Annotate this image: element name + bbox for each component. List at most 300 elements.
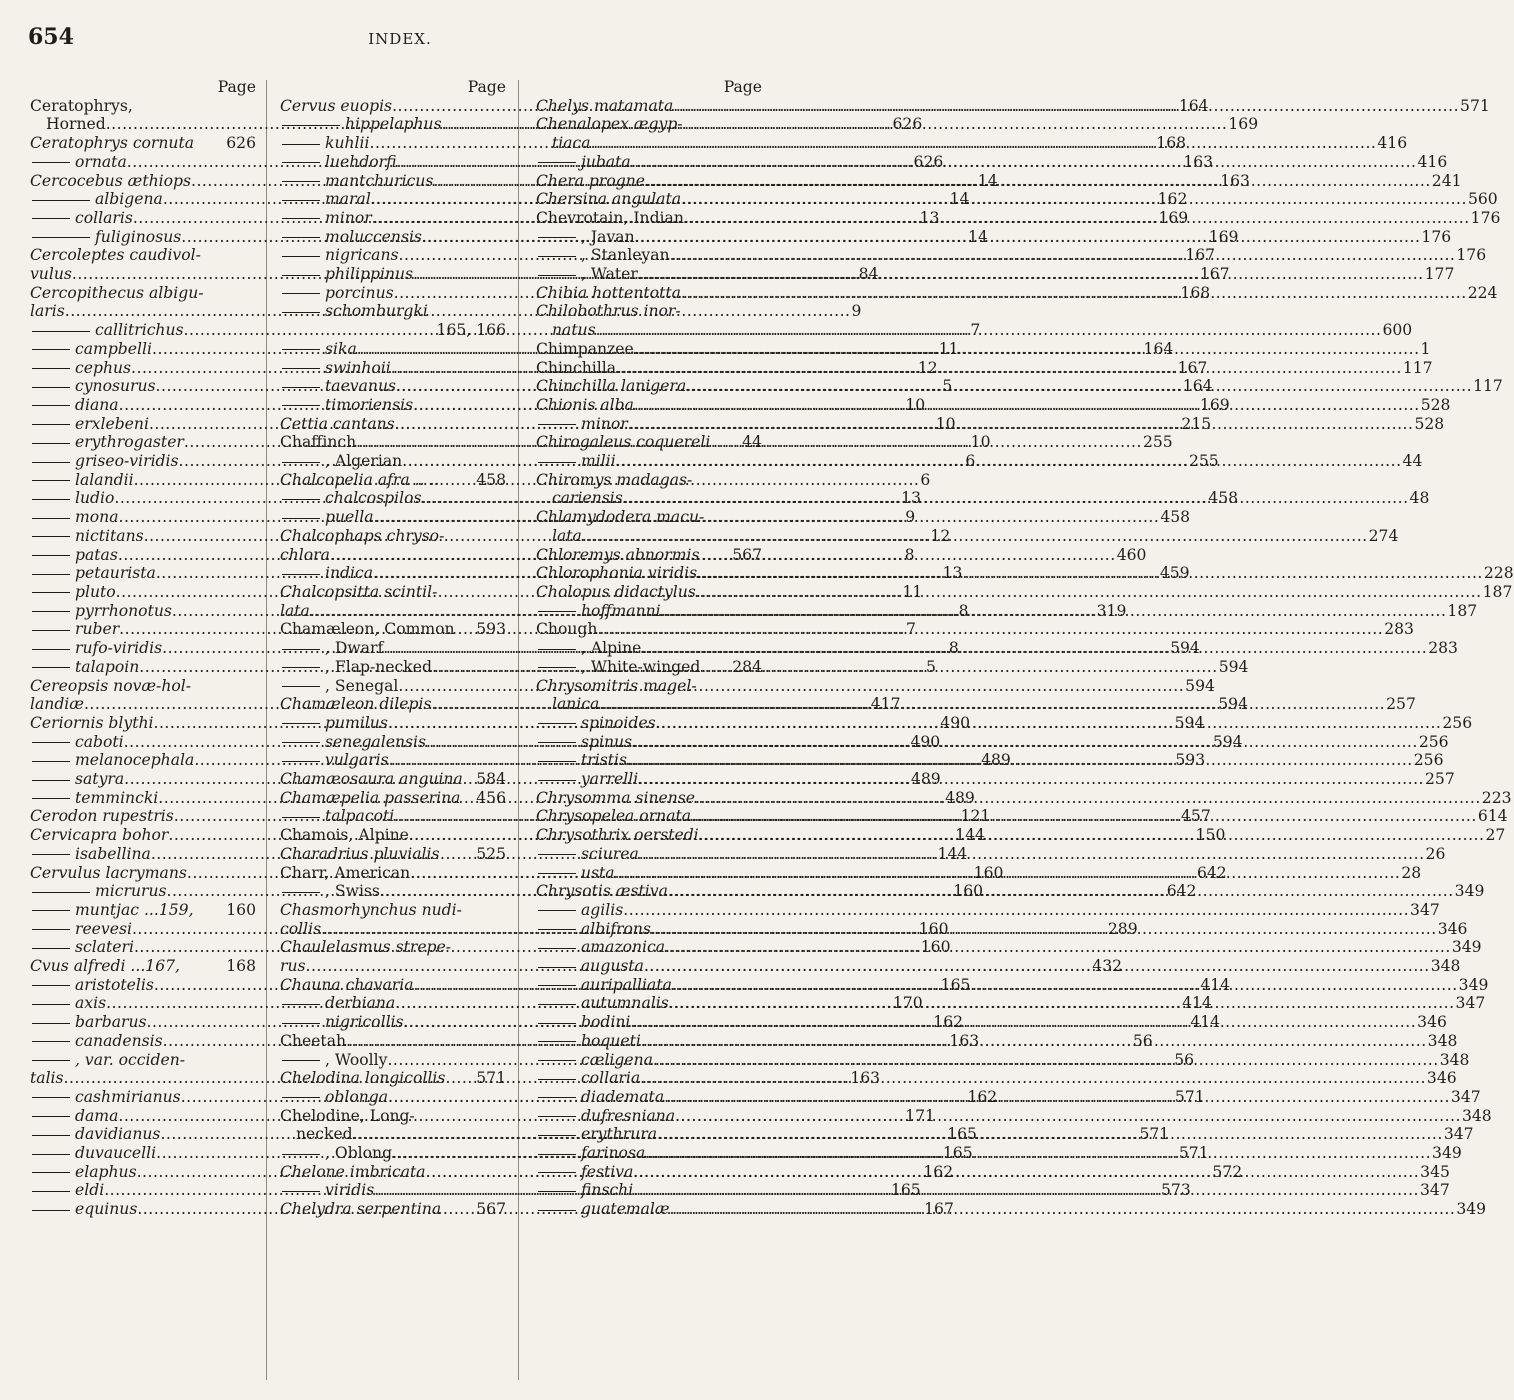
entry-text: Chelone imbricata (280, 1162, 426, 1181)
ditto-dash (538, 910, 576, 911)
entry-text: , Swiss (325, 882, 380, 901)
entry-term (30, 359, 131, 378)
entry-text: aristotelis (75, 975, 154, 994)
ditto-dash (32, 1135, 70, 1136)
entry-text: cephus (75, 358, 132, 377)
entry-text: albifrons (581, 919, 651, 938)
entry-text: Cereopsis novæ-hol- (30, 676, 192, 695)
entry-term (280, 265, 413, 284)
entry-page-number: 224 (1467, 283, 1498, 302)
entry-page-number: 187 (1482, 582, 1513, 601)
entry-term (536, 1163, 633, 1182)
entry-text: rufo-viridis (75, 639, 163, 658)
entry-term (536, 677, 697, 695)
leader-dots (635, 228, 1421, 247)
ditto-dash (32, 1116, 70, 1117)
leader-dots (616, 359, 1402, 378)
entry-page-number: 164 (1182, 377, 1213, 396)
entry-text: temmincki (75, 788, 159, 807)
entry-text: duvaucelli (75, 1144, 157, 1163)
leader-dots (668, 882, 1454, 901)
index-entry (280, 1200, 506, 1219)
entry-term (280, 1107, 415, 1125)
entry-text: taevanus (325, 377, 396, 396)
entry-page-number: 5 (926, 657, 936, 676)
entry-text: Chrysomitris magel- (536, 676, 697, 695)
ditto-dash (282, 499, 320, 500)
entry-term (280, 677, 398, 696)
ditto-dash (538, 723, 576, 724)
entry-term (280, 1181, 374, 1200)
entry-page-number: 13 (901, 489, 922, 508)
entry-page-number: 283 (1428, 639, 1458, 658)
ditto-dash (538, 162, 576, 163)
entry-term (280, 452, 402, 471)
index-entry (280, 1107, 506, 1126)
entry-text: griseo-viridis (75, 452, 179, 471)
entry-text: bodini (581, 1013, 631, 1032)
ditto-dash (282, 723, 320, 724)
entry-term (536, 1144, 645, 1163)
entry-term (30, 246, 201, 264)
entry-text: Chamæleon, Common (280, 620, 455, 639)
entry-text: Cercoleptes caudivol- (30, 246, 201, 265)
entry-page-number: 489 (981, 751, 1011, 770)
entry-text: barbarus (75, 1013, 147, 1032)
entry-page-number: 7 (970, 321, 981, 340)
entry-term (536, 1032, 641, 1051)
entry-text: mantchuricus (325, 171, 434, 190)
ditto-dash (32, 162, 70, 163)
entry-term (280, 751, 389, 770)
ditto-dash (282, 368, 320, 369)
entry-term (536, 1107, 675, 1126)
leader-dots (669, 994, 1455, 1013)
entry-page-number: 168 (1156, 134, 1187, 153)
entry-text: Ceratophrys cornuta (30, 134, 195, 153)
entry-term (552, 489, 623, 508)
entry-text: spinoides (581, 713, 656, 732)
entry-term (536, 882, 668, 901)
entry-page-number: 10 (905, 395, 926, 414)
entry-term (536, 920, 651, 939)
leader-dots (653, 1051, 1439, 1070)
entry-text: Chloremys abnormis (536, 545, 700, 564)
leader-dots (638, 770, 1424, 789)
entry-text: philippinus (325, 265, 414, 284)
ditto-dash (538, 780, 576, 781)
ditto-dash (32, 761, 70, 762)
entry-text: micrurus (95, 882, 167, 901)
entry-page-number: 10 (970, 433, 991, 452)
entry-page-number: 348 (1430, 957, 1461, 976)
ditto-dash (538, 1154, 576, 1155)
entry-term (280, 845, 440, 864)
entry-term (30, 415, 149, 434)
entry-term (280, 508, 374, 527)
entry-text: pumilus (325, 713, 388, 732)
entry-text: Chrysomma sinense (536, 788, 695, 807)
entry-term (280, 359, 391, 378)
entry-text: reevesi (75, 919, 132, 938)
entry-text: axis (75, 994, 107, 1013)
ditto-dash (282, 518, 320, 519)
entry-text: muntjac ...159, (75, 900, 194, 919)
entry-text: Chough (536, 620, 598, 639)
entry-text: Chrysothrix oerstedi (536, 826, 699, 845)
entry-term (280, 489, 422, 508)
entry-page-number: 584 (476, 770, 506, 789)
entry-term (30, 602, 172, 621)
entry-page-number: 416 (1377, 134, 1408, 153)
entry-term (280, 789, 460, 808)
entry-term (30, 1069, 64, 1088)
leader-dots (664, 1088, 1450, 1107)
ditto-dash (32, 854, 70, 855)
ditto-dash (282, 349, 320, 350)
ditto-dash (32, 1023, 70, 1024)
entry-term (30, 714, 154, 733)
entry-text: festiva (581, 1162, 634, 1181)
ditto-dash (282, 462, 320, 463)
entry-term (280, 396, 413, 415)
entry-text: Chelodine, Long- (280, 1106, 415, 1125)
ditto-dash (32, 424, 70, 425)
entry-term (536, 938, 665, 957)
ditto-dash (32, 200, 90, 201)
ditto-dash (538, 1004, 576, 1005)
entry-page-number: 414 (1190, 1013, 1221, 1032)
entry-text: hoffmanni (581, 601, 661, 620)
entry-text: boqueti (581, 1031, 641, 1050)
entry-page-number: 600 (1382, 321, 1413, 340)
entry-term (30, 639, 162, 658)
entry-term (30, 882, 167, 901)
entry-text: dufresniana (581, 1106, 676, 1125)
leader-dots (134, 471, 920, 490)
ditto-dash (282, 405, 320, 406)
leader-dots (599, 695, 1385, 714)
entry-text: Chevrotain, Indian (536, 208, 684, 227)
entry-term (280, 115, 442, 134)
entry-text: oblonga (325, 1087, 389, 1106)
entry-term (30, 864, 187, 883)
entry-page-number: 241 (1431, 171, 1462, 190)
entry-term (280, 1088, 388, 1107)
entry-text: Horned (46, 115, 106, 134)
ditto-dash (538, 967, 576, 968)
entry-term (280, 901, 462, 919)
entry-text: Cheetah (280, 1031, 347, 1050)
entry-text: maral (325, 190, 371, 209)
entry-term (536, 228, 635, 247)
entry-text: Chelydra serpentina (280, 1200, 442, 1219)
entry-text: collaris (75, 208, 133, 227)
ditto-dash (282, 125, 340, 126)
ditto-dash (282, 312, 320, 313)
entry-term (536, 751, 627, 770)
entry-page-number: 164 (1143, 339, 1174, 358)
leader-dots (681, 190, 1467, 209)
entry-term (536, 583, 696, 602)
entry-text: fuliginosus (95, 227, 182, 246)
ditto-dash (538, 1023, 576, 1024)
entry-term (280, 920, 321, 939)
page-column-header: Page (723, 78, 762, 96)
entry-term (30, 134, 194, 153)
entry-text: timoriensis (325, 395, 414, 414)
leader-dots (623, 901, 1409, 920)
entry-text: swinhoii (325, 358, 391, 377)
entry-text: jubata (581, 152, 631, 171)
entry-page-number: 27 (1485, 826, 1506, 845)
entry-page-number: 347 (1455, 994, 1486, 1013)
entry-text: Chelys matamata (536, 96, 674, 115)
entry-text: sciurea (581, 844, 639, 863)
leader-dots (633, 1181, 1419, 1200)
ditto-dash (538, 667, 576, 668)
entry-term (30, 901, 194, 920)
entry-page-number: 349 (1454, 882, 1485, 901)
leader-dots (634, 340, 1420, 359)
entry-text: kuhlii (325, 134, 370, 153)
entry-page-number: 571 (1139, 1125, 1170, 1144)
entry-term (30, 751, 194, 770)
entry-page-number: 26 (1425, 844, 1446, 863)
entry-text: finschi (581, 1181, 634, 1200)
ditto-dash (32, 218, 70, 219)
entry-term (30, 1125, 160, 1144)
entry-term (30, 658, 139, 677)
entry-page-number: 176 (1470, 208, 1501, 227)
entry-text: Chaulelasmus strepe- (280, 938, 452, 957)
entry-page-number: 14 (968, 227, 988, 246)
entry-page-number: 349 (1451, 938, 1482, 957)
entry-page-number: 594 (1218, 695, 1249, 714)
entry-page-number: 257 (1386, 695, 1416, 714)
entry-page-number: 176 (1456, 246, 1487, 265)
entry-page-number: 458 (476, 470, 506, 489)
entry-term (280, 714, 388, 733)
entry-term (536, 639, 641, 658)
entry-text: dama (75, 1106, 119, 1125)
entry-text: talpacoti (325, 807, 395, 826)
entry-term (280, 639, 383, 658)
entry-page-number: 567 (476, 1200, 506, 1219)
entry-term (30, 471, 134, 490)
ditto-dash (32, 443, 70, 444)
entry-page-number: 642 (1196, 863, 1227, 882)
entry-page-number: 6 (965, 452, 976, 471)
entry-page-number: 571 (476, 1069, 506, 1088)
entry-text: sclateri (75, 938, 134, 957)
entry-term (536, 433, 710, 452)
entry-term (280, 377, 396, 396)
entry-text: Chlorophonia viridis (536, 564, 698, 583)
entry-term (280, 190, 371, 209)
entry-text: cynosurus (75, 377, 156, 396)
index-entry (280, 471, 506, 490)
entry-text: luehdorfi (325, 152, 397, 171)
index-entry (280, 789, 506, 808)
entry-page-number: 289 (1107, 919, 1138, 938)
entry-term (536, 415, 628, 434)
leader-dots (615, 864, 1401, 883)
leader-dots (631, 153, 1417, 172)
ditto-dash (538, 462, 576, 463)
entry-term (30, 321, 184, 340)
entry-term (536, 340, 634, 359)
entry-text: minor (325, 208, 372, 227)
index-entry (30, 677, 256, 696)
entry-page-number: 458 (1208, 489, 1239, 508)
ditto-dash (282, 275, 320, 276)
entry-text: ludio (75, 489, 115, 508)
entry-page-number: 567 (732, 545, 762, 564)
entry-term (536, 1051, 653, 1070)
entry-page-number: 490 (910, 732, 941, 751)
entry-page-number: 347 (1450, 1087, 1481, 1106)
entry-term (280, 695, 431, 714)
entry-term (280, 433, 356, 452)
entry-page-number: 571 (1174, 1087, 1205, 1106)
entry-term (30, 396, 119, 415)
entry-text: cashmirianus (75, 1087, 181, 1106)
ditto-dash (282, 1023, 320, 1024)
index-entry (536, 900, 1440, 920)
entry-page-number: 13 (942, 564, 963, 583)
ditto-dash (32, 405, 70, 406)
ditto-dash (538, 1060, 576, 1061)
ditto-dash (32, 649, 70, 650)
entry-page-number: 144 (955, 826, 985, 845)
entry-term (30, 1013, 147, 1032)
entry-text: , Alpine (581, 639, 642, 658)
entry-text: diademata (581, 1087, 665, 1106)
entry-term (536, 620, 597, 639)
leader-dots (639, 845, 1425, 864)
leader-dots (630, 1013, 1416, 1032)
entry-page-number: 349 (1432, 1144, 1462, 1163)
ditto-dash (282, 1004, 320, 1005)
entry-text: Cvus alfredi ...167, (30, 957, 180, 976)
entry-term (296, 1125, 353, 1144)
ditto-dash (282, 387, 320, 388)
index-entry (536, 433, 762, 452)
leader-dots (697, 564, 1483, 583)
entry-text: , Senegal (325, 676, 399, 695)
entry-text: pluto (75, 582, 116, 601)
entry-term (280, 172, 433, 191)
entry-text: Cervus euopis (280, 96, 393, 115)
entry-page-number: 168 (226, 957, 256, 976)
ditto-dash (538, 948, 576, 949)
leader-dots (695, 789, 1481, 808)
index-entry (280, 1069, 506, 1088)
entry-text: Chamæosaura anguina (280, 770, 463, 789)
entry-text: Chinchilla (536, 358, 617, 377)
leader-dots (670, 246, 1456, 265)
entry-text: cæligena (581, 1050, 653, 1069)
entry-text: albigena (95, 190, 163, 209)
entry-page-number: 228 (1483, 564, 1514, 583)
entry-page-number: 614 (1477, 807, 1508, 826)
leader-dots (582, 527, 1368, 546)
entry-page-number: 168 (1180, 283, 1211, 302)
index-entry (280, 845, 506, 864)
entry-term (30, 97, 133, 115)
entry-page-number: 163 (1220, 171, 1250, 190)
entry-text: campbelli (75, 339, 152, 358)
entry-page-number: 349 (1458, 975, 1489, 994)
ditto-dash (538, 873, 576, 874)
entry-page-number: 9 (851, 302, 862, 321)
index-entry (536, 620, 1414, 639)
entry-text: porcinus (325, 283, 394, 302)
entry-text: lata (552, 526, 582, 545)
ditto-dash (32, 1041, 70, 1042)
entry-term (536, 265, 638, 284)
entry-page-number: 9 (905, 508, 916, 527)
entry-term (30, 284, 204, 302)
entry-page-number: 84 (858, 265, 879, 284)
entry-text: nigricollis (325, 1013, 404, 1032)
entry-term (30, 265, 72, 284)
entry-text: ruber (75, 620, 120, 639)
leader-dots (641, 1032, 1427, 1051)
index-entry (536, 302, 762, 321)
ditto-dash (538, 1191, 576, 1192)
entry-text: yarrelli (581, 770, 639, 789)
index-entry (280, 770, 506, 789)
leader-dots (670, 1200, 1456, 1219)
entry-text: usta (581, 863, 615, 882)
ditto-dash (32, 630, 70, 631)
entry-page-number: 256 (1442, 713, 1473, 732)
entry-page-number: 165 (947, 1125, 977, 1144)
entry-term (536, 1013, 630, 1032)
entry-term (536, 826, 699, 845)
leader-dots (616, 452, 1402, 471)
entry-term (30, 452, 179, 471)
entry-term (536, 864, 615, 883)
leader-dots (628, 415, 1414, 434)
entry-term (280, 97, 392, 116)
page-column-header: Page (467, 78, 506, 96)
entry-page-number: 416 (1417, 152, 1448, 171)
entry-term (30, 1200, 137, 1219)
entry-page-number: 160 (953, 882, 984, 901)
entry-page-number: 165 (942, 1144, 973, 1163)
index-entry (536, 471, 762, 490)
entry-text: nictitans (75, 526, 144, 545)
entry-term (536, 302, 681, 320)
entry-page-number: 457 (1181, 807, 1211, 826)
entry-text: Chauna chavaria (280, 975, 414, 994)
entry-page-number: 12 (930, 526, 951, 545)
entry-term (536, 845, 639, 864)
entry-term (280, 1144, 392, 1163)
ditto-dash (32, 929, 70, 930)
entry-page-number: 347 (1443, 1125, 1474, 1144)
ditto-dash (282, 817, 320, 818)
entry-term (30, 807, 174, 826)
entry-page-number: 14 (949, 190, 970, 209)
entry-page-number: 187 (1447, 601, 1478, 620)
ditto-dash (538, 256, 576, 257)
entry-term (30, 938, 134, 957)
entry-page-number: 160 (918, 919, 949, 938)
